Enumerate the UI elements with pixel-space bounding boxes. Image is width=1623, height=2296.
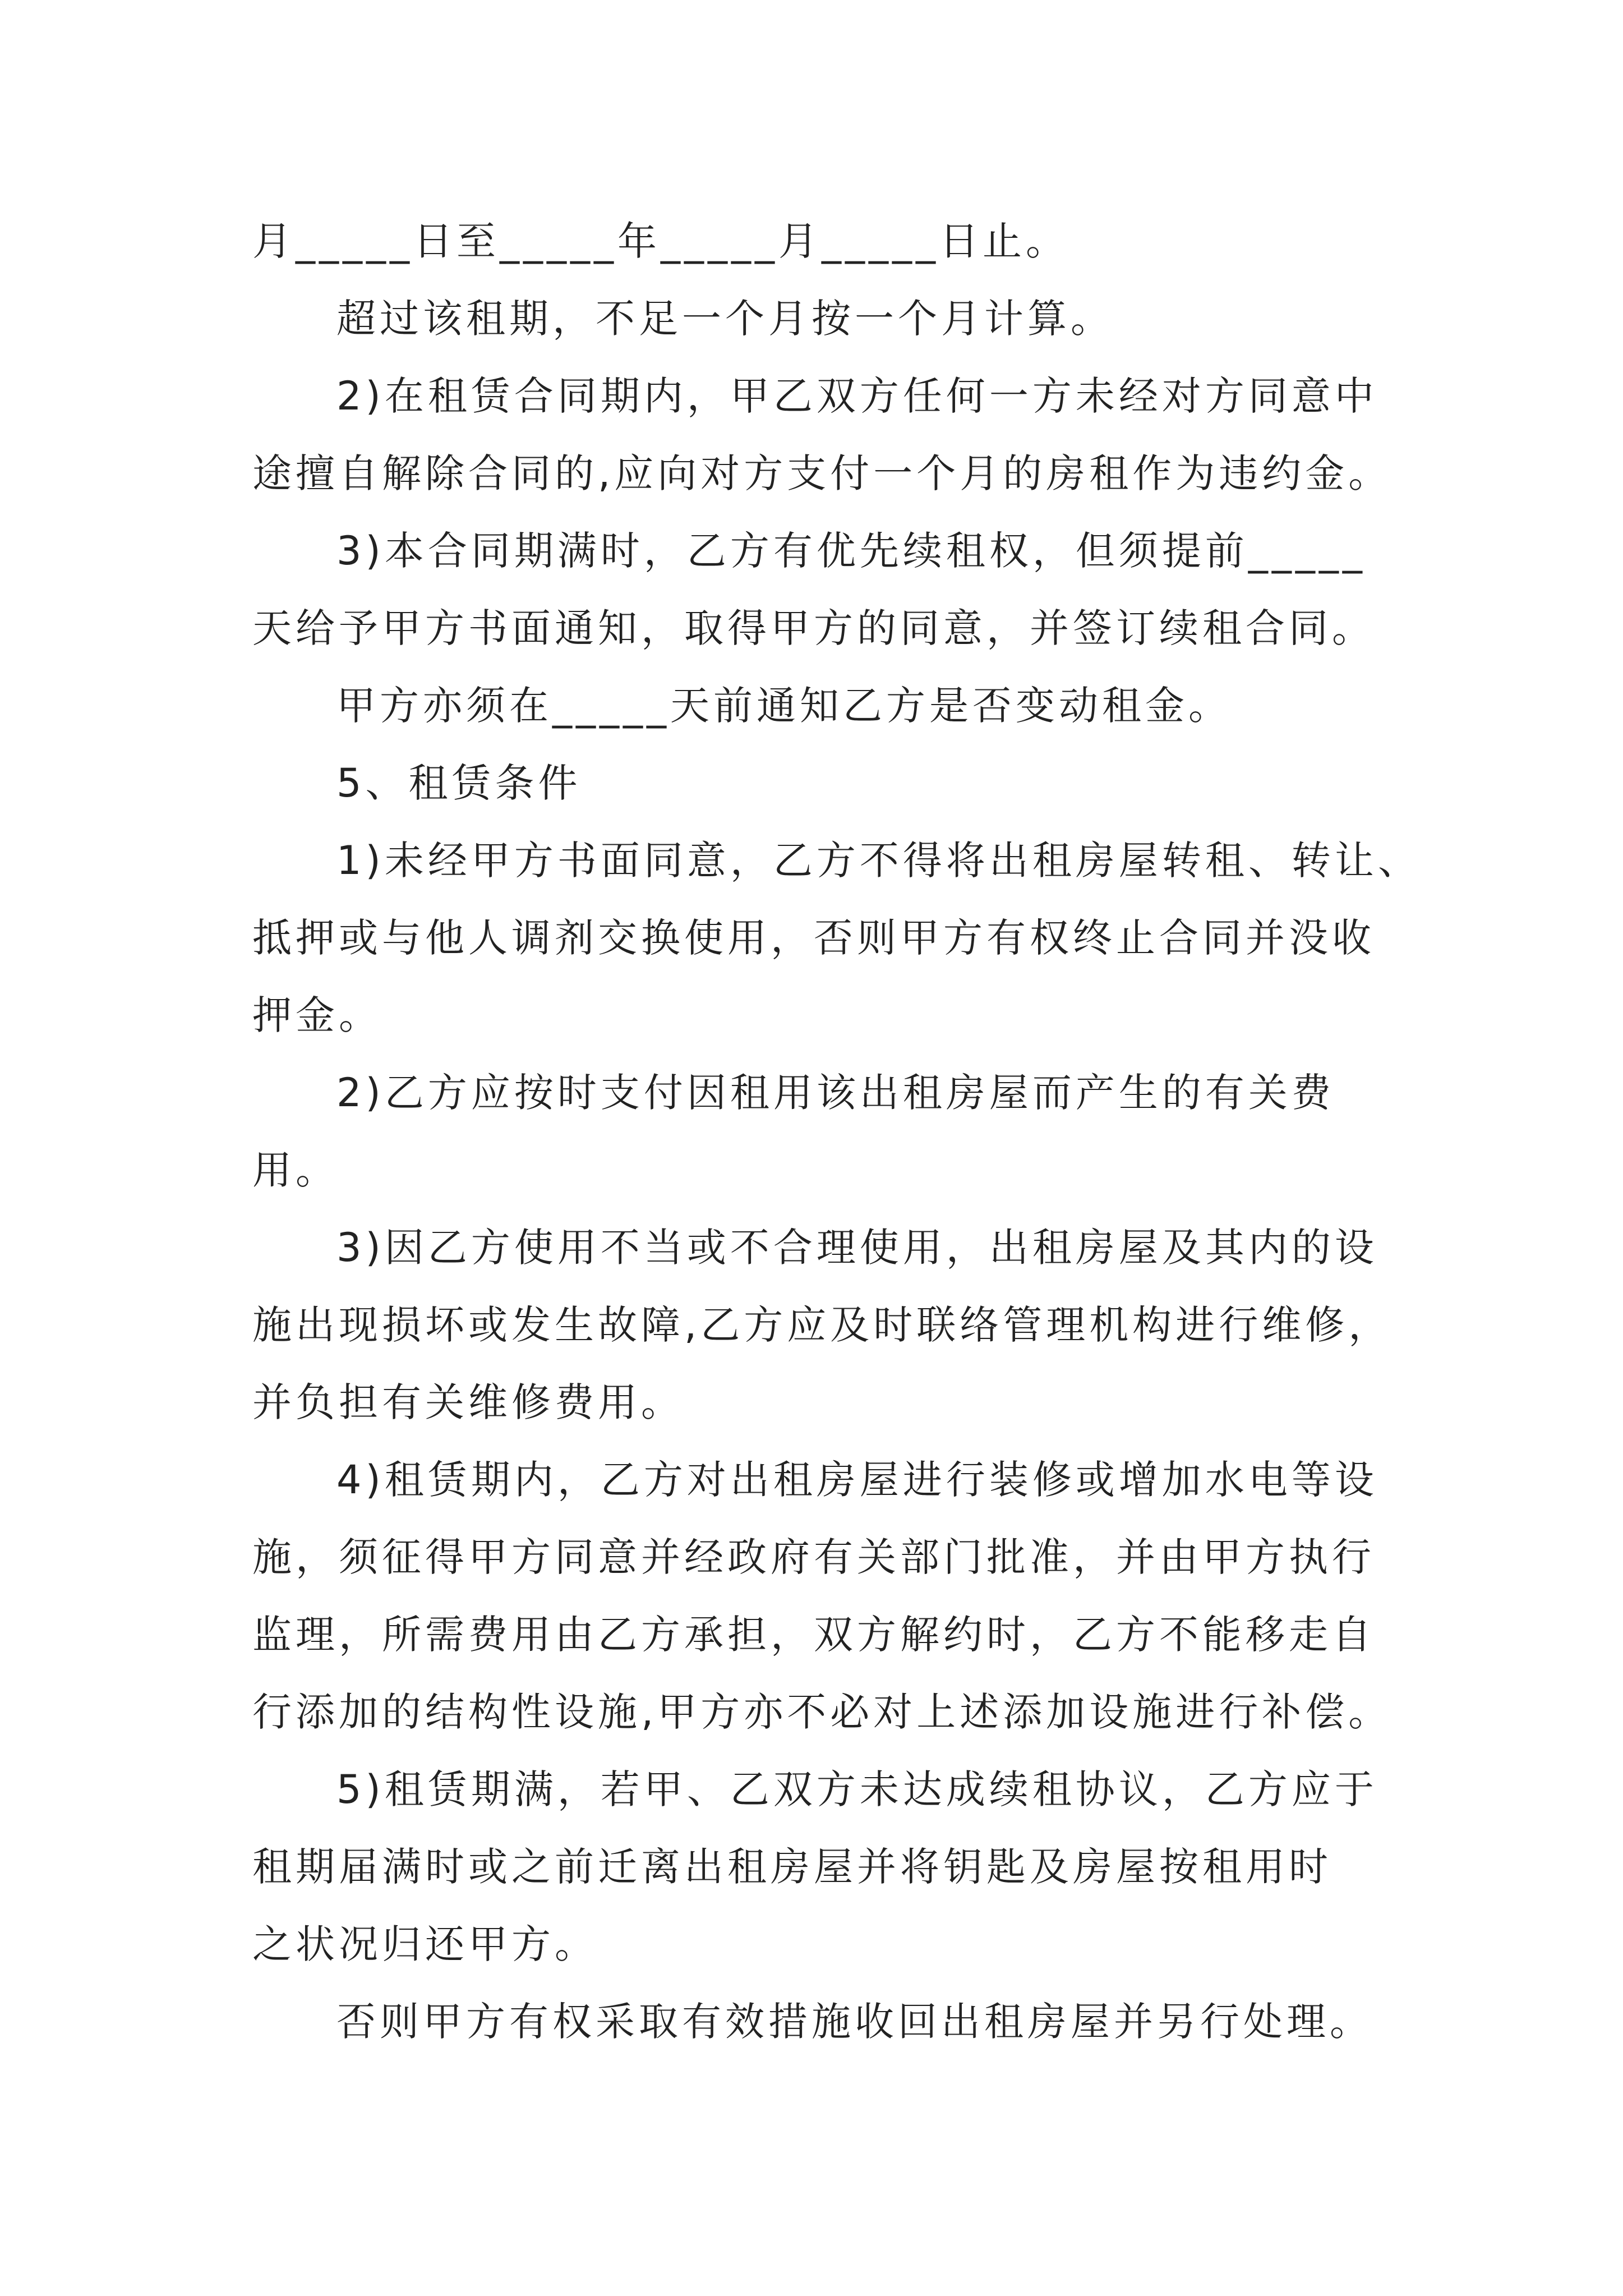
- text-line: 甲方亦须在_____天前通知乙方是否变动租金。: [336, 683, 1232, 729]
- text-line: 施，须征得甲方同意并经政府有关部门批准，并由甲方执行: [252, 1534, 1375, 1580]
- text-line: 月_____日至_____年_____月_____日止。: [252, 218, 1069, 264]
- text-line: 监理，所需费用由乙方承担，双方解约时，乙方不能移走自: [252, 1612, 1375, 1658]
- text-line: 1)未经甲方书面同意，乙方不得将出租房屋转租、转让、: [336, 838, 1421, 884]
- text-line: 租期届满时或之前迁离出租房屋并将钥匙及房屋按租用时: [252, 1844, 1332, 1890]
- text-line: 2)乙方应按时支付因租用该出租房屋而产生的有关费: [336, 1070, 1335, 1116]
- text-line: 天给予甲方书面通知，取得甲方的同意，并签订续租合同。: [252, 605, 1375, 651]
- text-line: 施出现损坏或发生故障,乙方应及时联络管理机构进行维修，: [252, 1302, 1392, 1348]
- text-line: 5)租赁期满，若甲、乙双方未达成续租协议，乙方应于: [336, 1766, 1378, 1812]
- text-line: 押金。: [252, 992, 382, 1038]
- text-line: 并负担有关维修费用。: [252, 1379, 684, 1425]
- text-line: 抵押或与他人调剂交换使用，否则甲方有权终止合同并没收: [252, 915, 1375, 961]
- text-line: 之状况归还甲方。: [252, 1921, 598, 1967]
- text-line: 用。: [252, 1147, 339, 1193]
- text-line: 行添加的结构性设施,甲方亦不必对上述添加设施进行补偿。: [252, 1689, 1392, 1735]
- section-heading: 5、租赁条件: [336, 760, 582, 806]
- text-line: 3)因乙方使用不当或不合理使用，出租房屋及其内的设: [336, 1225, 1378, 1271]
- text-line: 途擅自解除合同的,应向对方支付一个月的房租作为违约金。: [252, 450, 1392, 496]
- text-line: 超过该租期，不足一个月按一个月计算。: [336, 296, 1114, 342]
- text-line: 3)本合同期满时，乙方有优先续租权，但须提前_____: [336, 528, 1366, 574]
- text-line: 否则甲方有权采取有效措施收回出租房屋并另行处理。: [336, 1999, 1373, 2045]
- text-line: 4)租赁期内，乙方对出租房屋进行装修或增加水电等设: [336, 1457, 1378, 1503]
- text-line: 2)在租赁合同期内，甲乙双方任何一方未经对方同意中: [336, 373, 1378, 419]
